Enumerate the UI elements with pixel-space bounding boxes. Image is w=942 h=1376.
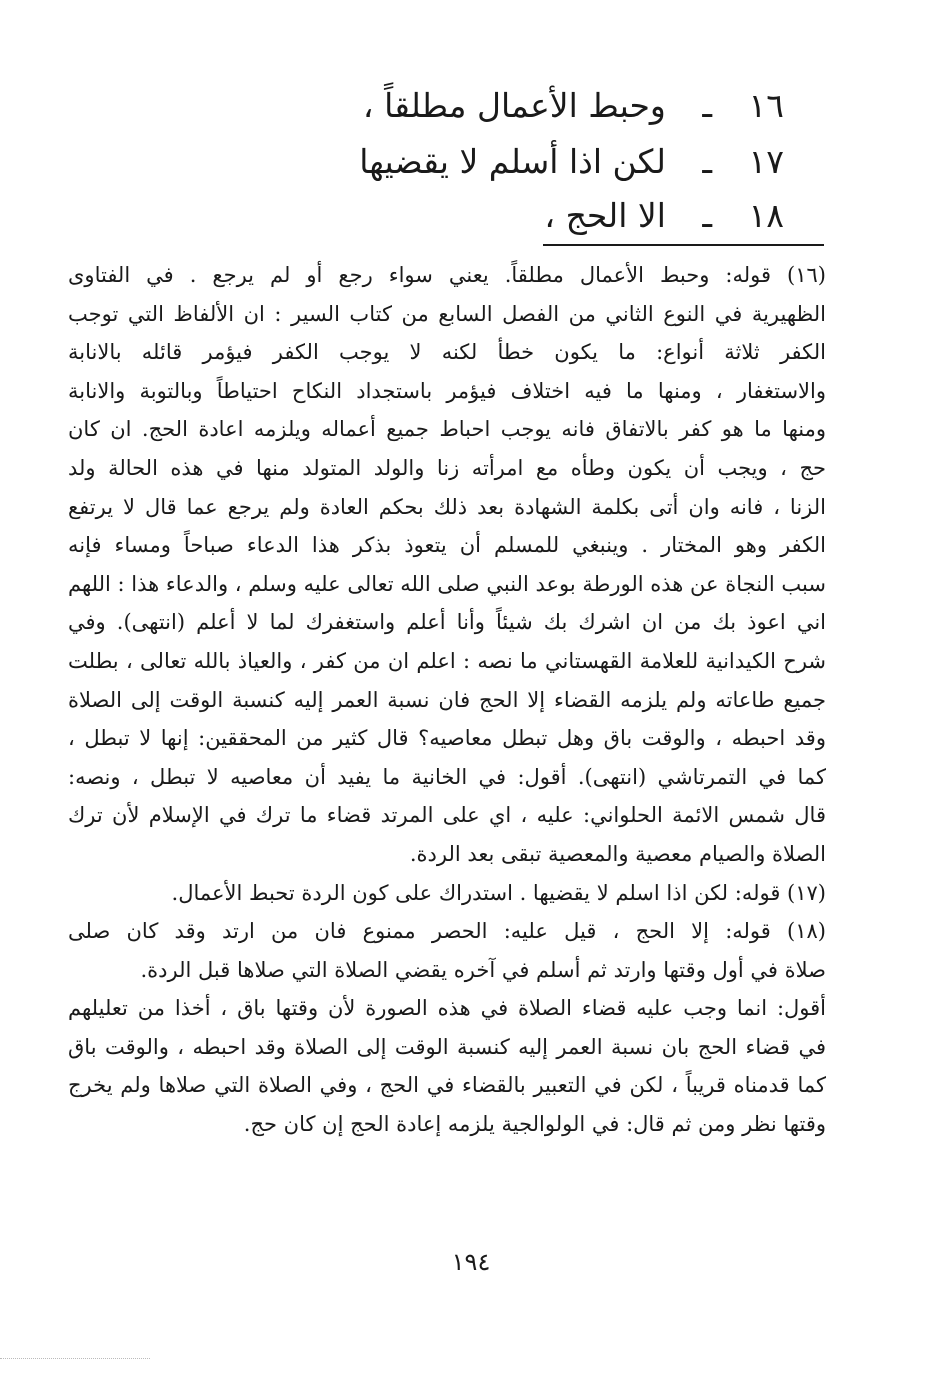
matn-number: ١٦ xyxy=(748,86,784,125)
commentary-line: حج ، ويجب أن يكون وطأه مع امرأته زنا والولد المتولد منها في هذه الحالة ولد xyxy=(68,455,826,480)
footnote-divider xyxy=(543,244,824,246)
matn-line-17 xyxy=(359,142,784,182)
page-number: ١٩٤ xyxy=(451,1248,491,1276)
commentary-line: (١٨) قوله: إلا الحج ، قيل عليه: الحصر ممنوع فان من ارتد وقد كان صلى xyxy=(68,919,826,944)
matn-dash: ـ xyxy=(702,86,713,125)
commentary-line: قال شمس الائمة الحلواني: عليه ، اي على المرتد قضاء ما ترك في الإسلام لأن ترك xyxy=(68,803,826,828)
commentary-line: الزنا ، فانه وان أتى بكلمة الشهادة بعد ذلك بحكم العادة ولم يرجع عما قال لا يرتفع xyxy=(68,494,826,519)
matn-text: الا الحج ، xyxy=(544,196,666,235)
commentary-line: صلاة في أول وقتها وارتد ثم أسلم في آخره يقضي الصلاة التي صلاها قبل الردة. xyxy=(140,957,826,982)
matn-line-16 xyxy=(363,86,784,126)
commentary-line: (١٦) قوله: وحبط الأعمال مطلقاً. يعني سواء رجع أو لم يرجع . في الفتاوى xyxy=(68,263,826,287)
matn-number: ١٨ xyxy=(748,196,784,235)
commentary-line: كما في التمرتاشي (انتهى). أقول: في الخانية ما يفيد أن معاصيه لا تبطل ، ونصه: xyxy=(68,764,826,789)
matn-number: ١٧ xyxy=(748,142,784,181)
matn-dash: ـ xyxy=(702,196,713,235)
matn-dash: ـ xyxy=(702,142,713,181)
commentary-line: جميع طاعاته ولم يلزمه القضاء إلا الحج فان نسبة العمر إليه كنسبة الوقت إلى الصلاة xyxy=(68,687,826,712)
commentary-line: اني اعوذ بك من ان اشرك بك شيئاً وأنا أعلم واستغفرك لما لا أعلم (انتهى). وفي xyxy=(68,610,826,635)
matn-text: وحبط الأعمال مطلقاً ، xyxy=(362,86,666,125)
commentary-line: كما قدمناه قريباً ، لكن في التعبير بالقضاء في الحج ، وفي الصلاة التي صلاها ولم يخرج xyxy=(68,1073,826,1098)
commentary-line: في قضاء الحج بان نسبة العمر إليه كنسبة الوقت إلى الصلاة وقد احبطه ، والوقت باق xyxy=(68,1034,826,1059)
commentary-line: الصلاة والصيام معصية والمعصية تبقى بعد الردة. xyxy=(409,841,826,866)
matn-line-18 xyxy=(544,196,784,236)
commentary-line: ومنها ما هو كفر بالاتفاق فانه يوجب احباط جميع أعماله ويلزمه اعادة الحج. ان كان xyxy=(68,417,826,442)
commentary-line: أقول: انما وجب عليه قضاء الصلاة في هذه الصورة لأن وقتها باق ، أخذا من تعليلهم xyxy=(68,996,826,1021)
commentary-line: والاستغفار ، ومنها ما فيه اختلاف فيؤمر باستجداد النكاح احتياطاً وبالتوبة والانابة xyxy=(68,378,826,403)
commentary-line: وقد احبطه ، والوقت باق وهل تبطل معاصيه؟ قال كثير من المحققين: إنها لا تبطل ، xyxy=(68,726,826,751)
commentary-line: الكفر ثلاثة أنواع: ما يكون خطأ لكنه لا يوجب الكفر فيؤمر قائله بالانابة xyxy=(68,340,826,365)
commentary-line: (١٧) قوله: لكن اذا اسلم لا يقضيها . استدراك على كون الردة تحبط الأعمال. xyxy=(171,880,826,905)
commentary-block xyxy=(68,256,826,1144)
commentary-line: شرح الكيدانية للعلامة القهستاني ما نصه : اعلم ان من كفر ، والعياذ بالله تعالى ، بطلت xyxy=(68,648,826,673)
commentary-line: سبب النجاة عن هذه الورطة بوعد النبي صلى الله تعالى عليه وسلم ، والدعاء هذا : اللهم xyxy=(68,571,826,596)
matn-text: لكن اذا أسلم لا يقضيها xyxy=(359,142,666,181)
commentary-line: وقتها نظر ومن ثم قال: في الولوالجية يلزمه إعادة الحج إن كان حج. xyxy=(243,1112,826,1137)
commentary-line: الظهيرية في النوع الثاني من الفصل السابع من كتاب السير : ان الألفاظ التي توجب xyxy=(68,301,826,326)
scan-edge-rule xyxy=(0,1358,150,1359)
commentary-line: الكفر وهو المختار . وينبغي للمسلم أن يتعوذ بذكر هذا الدعاء صباحاً ومساء فإنه xyxy=(68,533,826,558)
